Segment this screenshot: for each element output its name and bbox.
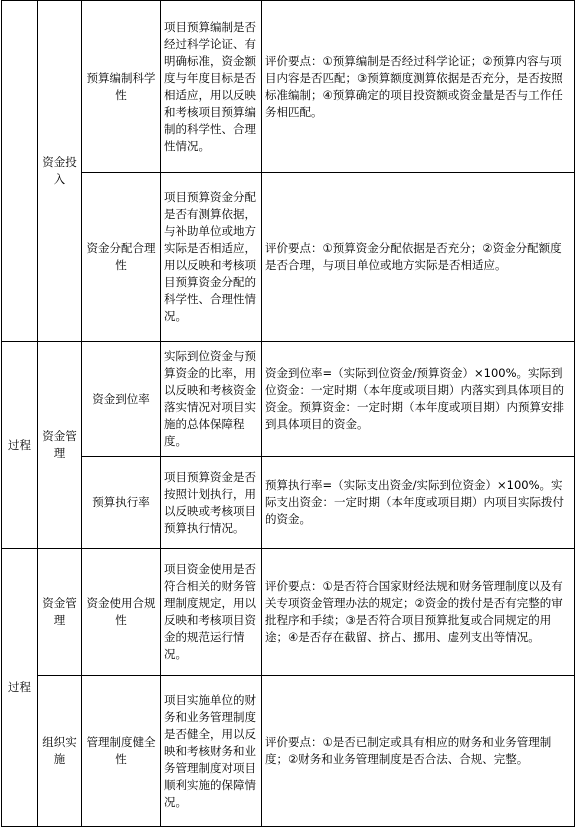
indicator-description: 项目预算资金分配是否有测算依据，与补助单位或地方实际是否相适应，用以反映和考核项目预算资金分配的科学性、合理性情况。 <box>161 173 262 342</box>
level3-cell: 预算编制科学性 <box>82 1 161 173</box>
evaluation-criteria: 资金到位率=（实际到位资金/预算资金）×100%。实际到位资金：一定时期（本年度或项目期）内落实到具体项目的资金。预算资金：一定时期（本年度或项目期）内预算安排到具体项目的资金。 <box>262 342 575 457</box>
table-row <box>2 173 575 342</box>
table-row <box>2 676 575 827</box>
indicator-description: 项目预算编制是否经过科学论证、有明确标准，资金额度与年度目标是否相适应，用以反映和考核项目预算编制的科学性、合理性情况。 <box>161 1 262 173</box>
level2-cell: 资金管理 <box>38 342 82 549</box>
level2-cell: 资金投入 <box>38 1 82 342</box>
indicator-description: 项目资金使用是否符合相关的财务管理制度规定，用以反映和考核项目资金的规范运行情况。 <box>161 549 262 676</box>
indicator-description: 项目实施单位的财务和业务管理制度是否健全，用以反映和考核财务和业务管理制度对项目顺利实施的保障情况。 <box>161 676 262 827</box>
evaluation-criteria: 预算执行率=（实际支出资金/实际到位资金）×100%。实际支出资金：一定时期（本年度或项目期）内项目实际拨付的资金。 <box>262 457 575 549</box>
level2-cell: 资金管理 <box>38 549 82 676</box>
evaluation-criteria: 评价要点：①预算资金分配依据是否充分；②资金分配额度是否合理，与项目单位或地方实际是否相适应。 <box>262 173 575 342</box>
level3-cell: 资金使用合规性 <box>82 549 161 676</box>
evaluation-criteria: 评价要点：①是否符合国家财经法规和财务管理制度以及有关专项资金管理办法的规定；②资金的拨付是否有完整的审批程序和手续；③是否符合项目预算批复或合同规定的用途；④是否存在截留、挤占、挪用、虚列支出等情况。 <box>262 549 575 676</box>
table-row <box>2 342 575 457</box>
level1-cell: 过程 <box>2 342 38 549</box>
indicator-description: 项目预算资金是否按照计划执行，用以反映或考核项目预算执行情况。 <box>161 457 262 549</box>
level3-cell: 资金到位率 <box>82 342 161 457</box>
level1-cell: 过程 <box>2 549 38 827</box>
level2-cell: 组织实施 <box>38 676 82 827</box>
level1-cell <box>2 1 38 342</box>
level3-cell: 资金分配合理性 <box>82 173 161 342</box>
indicator-description: 实际到位资金与预算资金的比率，用以反映和考核资金落实情况对项目实施的总体保障程度。 <box>161 342 262 457</box>
evaluation-criteria: 评价要点：①是否已制定或具有相应的财务和业务管理制度；②财务和业务管理制度是否合法、合规、完整。 <box>262 676 575 827</box>
evaluation-indicator-table <box>1 0 575 827</box>
table-row <box>2 1 575 173</box>
level3-cell: 预算执行率 <box>82 457 161 549</box>
level3-cell: 管理制度健全性 <box>82 676 161 827</box>
evaluation-criteria: 评价要点：①预算编制是否经过科学论证；②预算内容与项目内容是否匹配；③预算额度测算依据是否充分，是否按照标准编制；④预算确定的项目投资额或资金量是否与工作任务相匹配。 <box>262 1 575 173</box>
table-row <box>2 457 575 549</box>
table-row <box>2 549 575 676</box>
